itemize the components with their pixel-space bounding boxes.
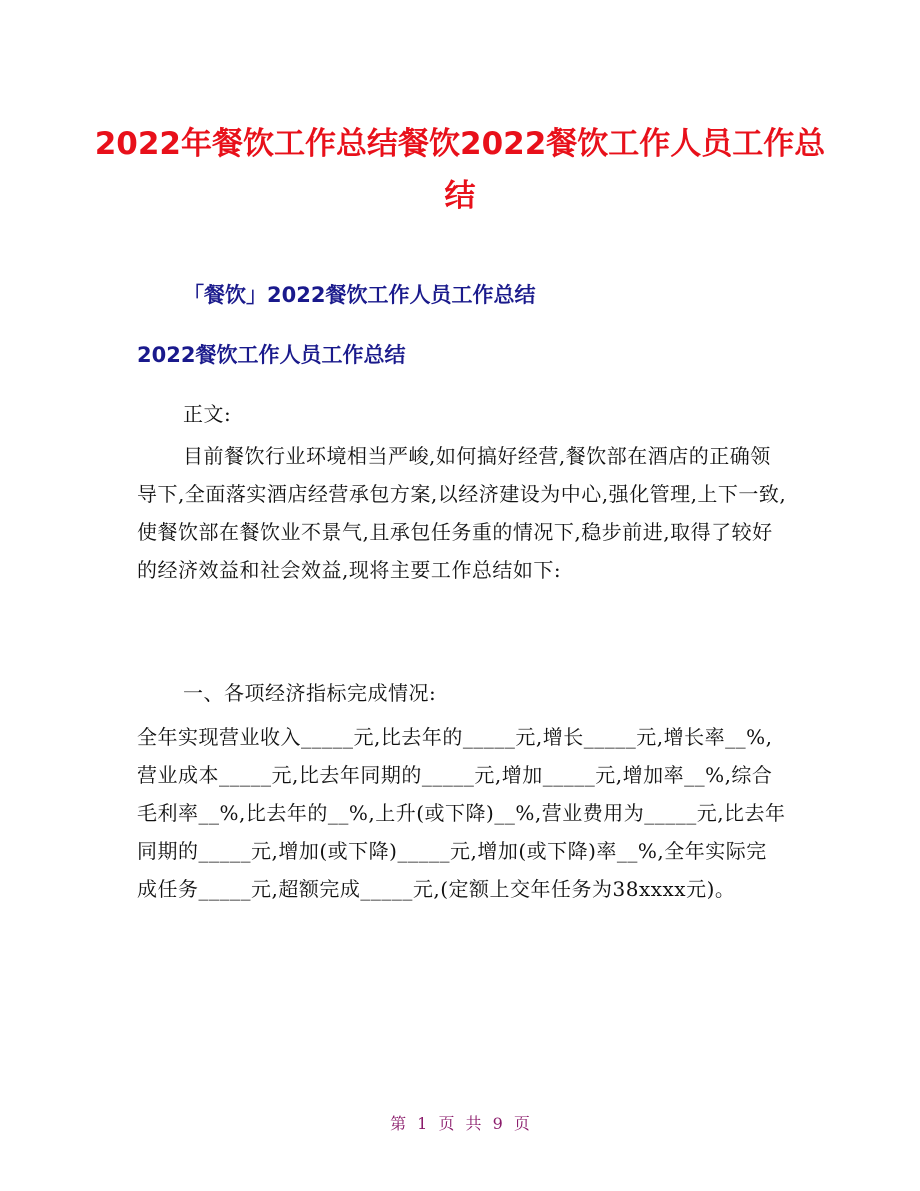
body-label: 正文: bbox=[183, 402, 232, 426]
document-title: 2022年餐饮工作总结餐饮2022餐饮工作人员工作总结 bbox=[94, 126, 826, 214]
intro-paragraph: 目前餐饮行业环境相当严峻,如何搞好经营,餐饮部在酒店的正确领导下,全面落实酒店经营承包方案,以经济建设为中心,强化管理,上下一致,使餐饮部在餐饮业不景气,且承包任务重的情况下,稳步前进,取得了较好的经济效益和社会效益,现将主要工作总结如下: bbox=[137, 444, 787, 582]
subheading-primary: 「餐饮」2022餐饮工作人员工作总结 bbox=[183, 283, 536, 307]
subheading-secondary: 2022餐饮工作人员工作总结 bbox=[137, 343, 406, 367]
section-heading: 一、各项经济指标完成情况: bbox=[183, 681, 437, 705]
figures-paragraph: 全年实现营业收入_____元,比去年的_____元,增长_____元,增长率__%,营业成本_____元,比去年同期的_____元,增加_____元,增加率__%,综合毛利率__%,比去年的__%,上升(或下降)__%,营业费用为_____元,比去年同期的_____元,增加(或下降)_____元,增加(或下降)率__%,全年实际完成任务_____元,超额完成_____元,(定额上交年任务为38xxxx元)。 bbox=[137, 725, 786, 901]
page-footer: 第 1 页 共 9 页 bbox=[390, 1114, 530, 1133]
